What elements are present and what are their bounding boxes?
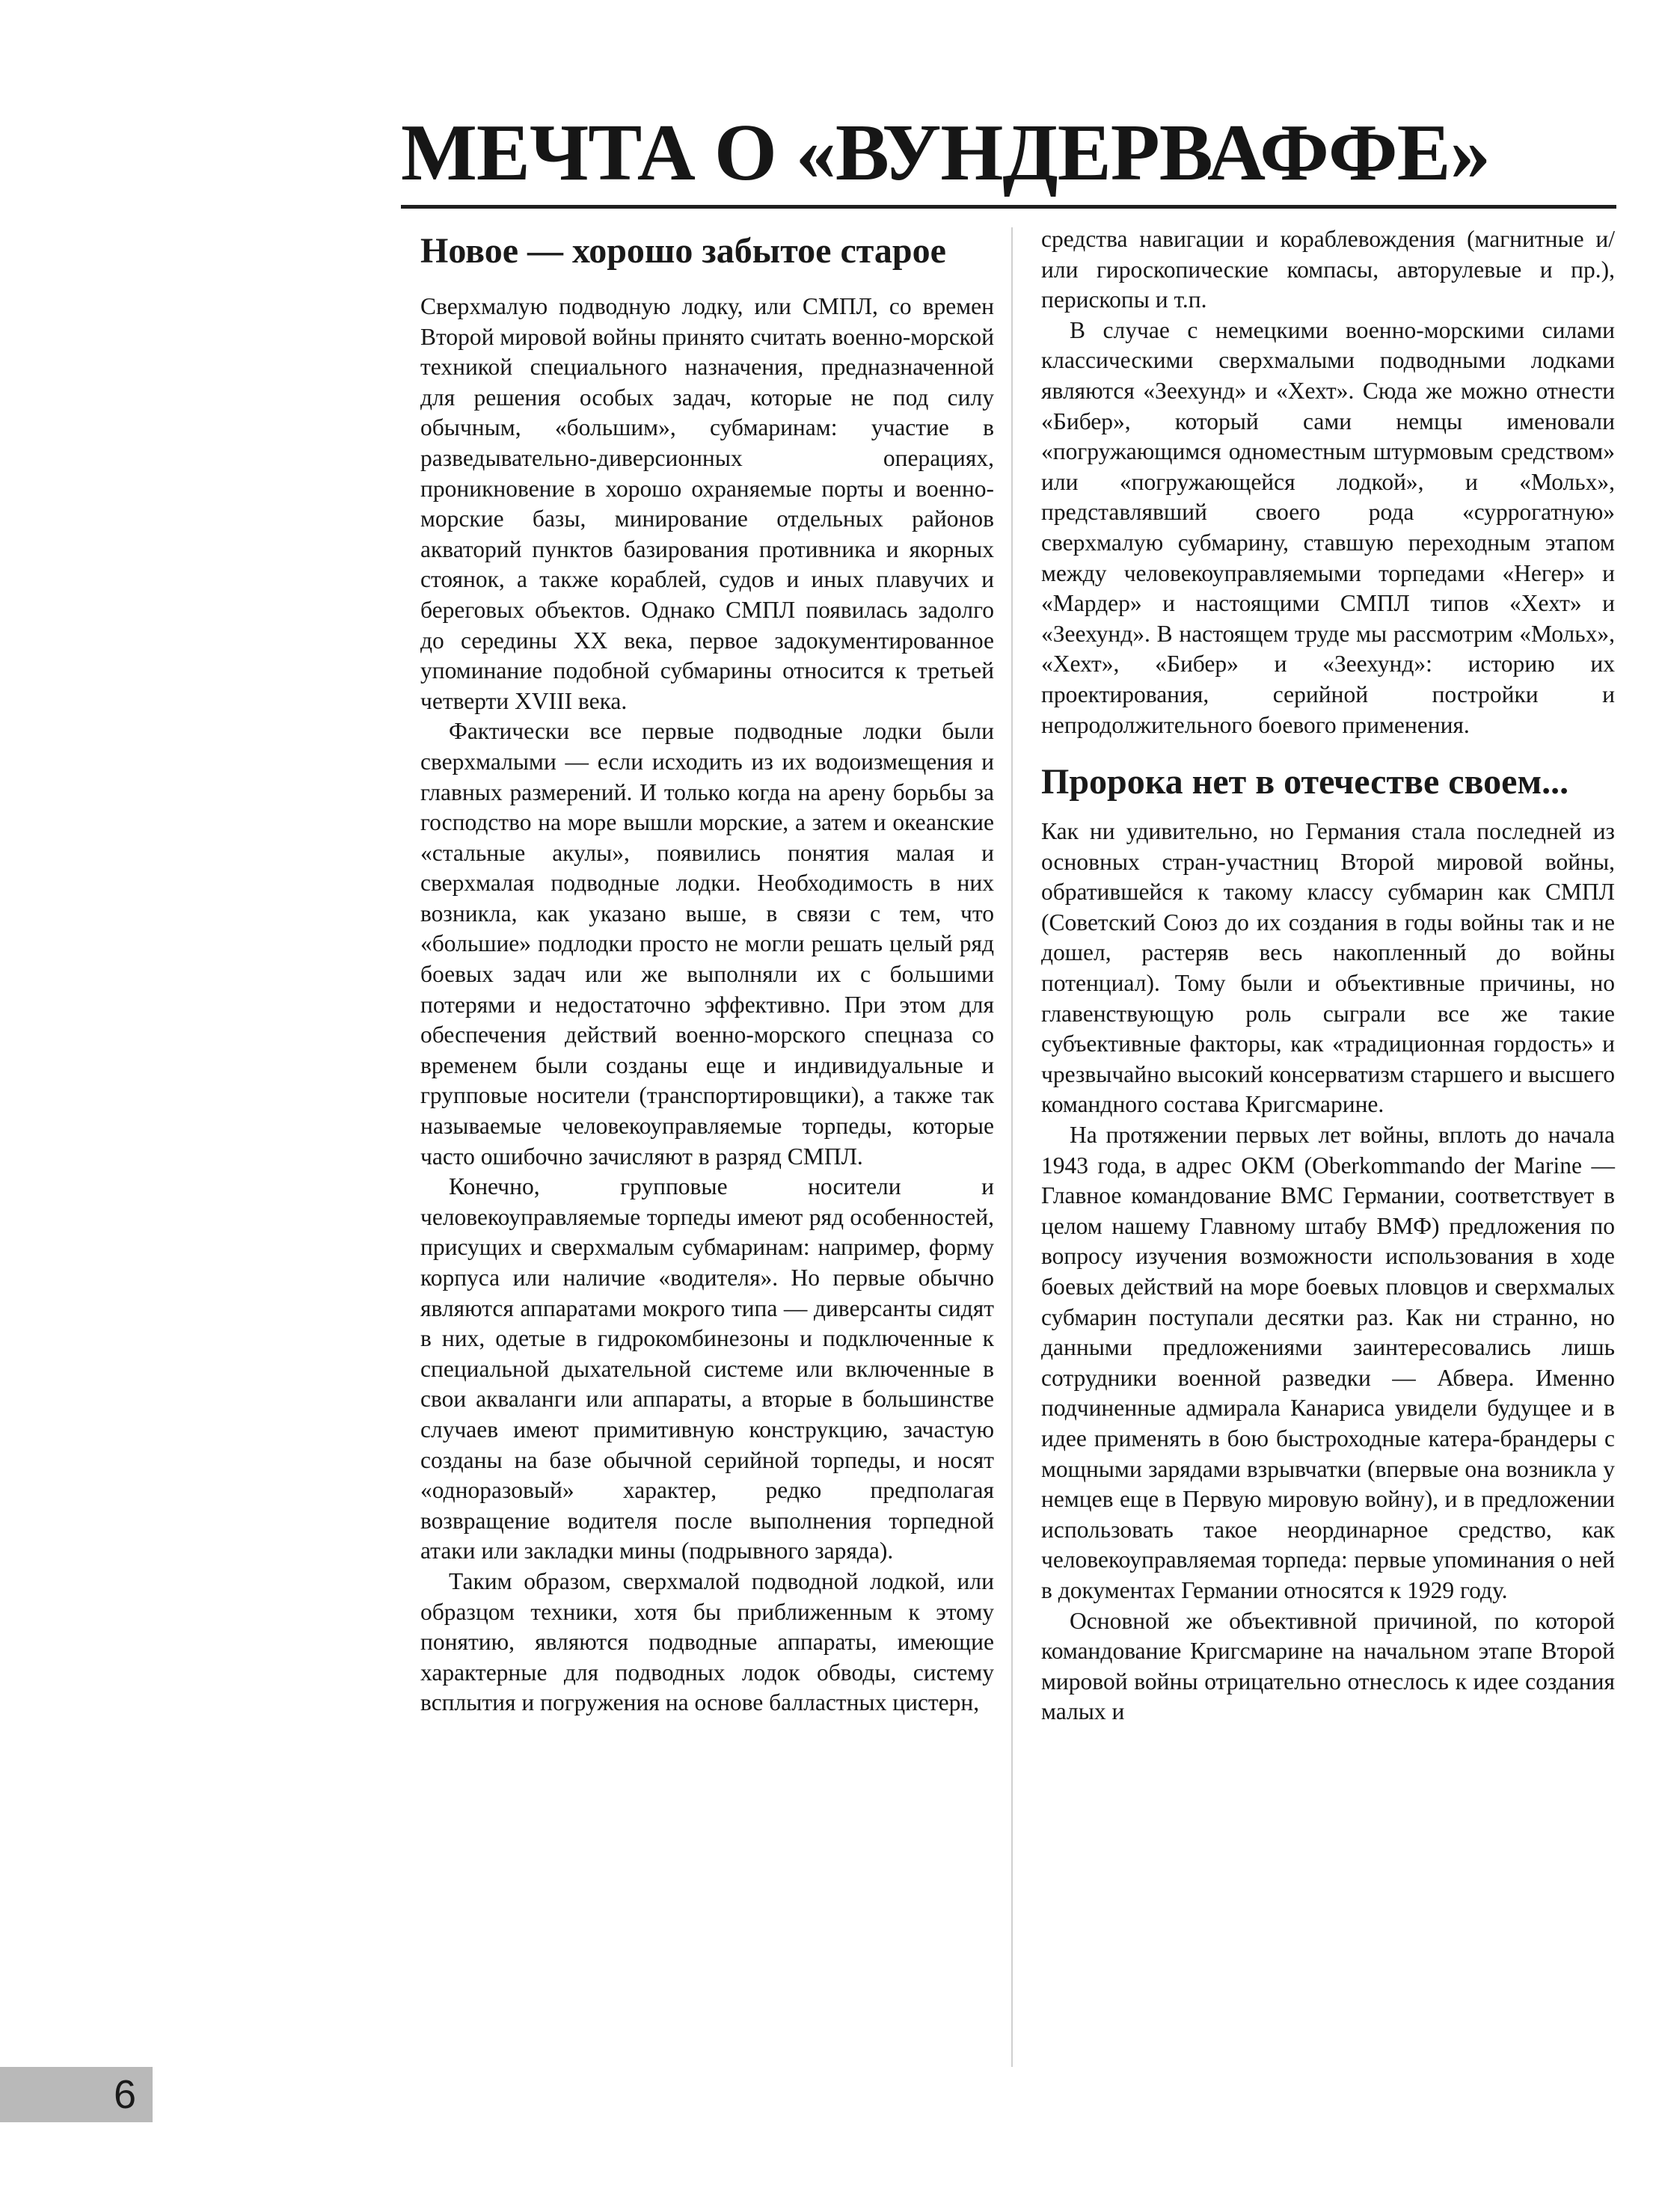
left-column xyxy=(420,224,994,1718)
paragraph: Основной же объективной причиной, по которой командование Кригсмарине на начальном этапе Второй мировой войны отрицательно отнеслось к идее создания малых и xyxy=(1041,1607,1615,1725)
right-column xyxy=(1041,224,1615,1727)
page-number: 6 xyxy=(113,2072,136,2117)
page-title: МЕЧТА О «ВУНДЕРВАФФЕ» xyxy=(401,108,1490,197)
paragraph: средства навигации и кораблевождения (магнитные и/или гироскопические компасы, авторулевые и пр.), перископы и т.п. xyxy=(1041,226,1615,313)
section-heading-new-old: Новое — хорошо забытое старое xyxy=(420,231,946,271)
paragraph: Конечно, групповые носители и человекоуправляемые торпеды имеют ряд особенностей, присущих и сверхмалым субмаринам: например, форму корпуса или наличие «водителя». Но первые обычно являются аппаратами мокрого типа — диверсанты сидят в них, одетые в гидрокомбинезоны и подключенные к специальной дыхательной системе или включенные в свои акваланги или аппараты, а вторые в большинстве случаев имеют примитивную конструкцию, зачастую созданы на базе обычной серийной торпеды, и носят «одноразовый» характер, редко предполагая возвращение водителя после выполнения торпедной атаки или закладки мины (подрывного заряда). xyxy=(420,1173,994,1564)
paragraph: Как ни удивительно, но Германия стала последней из основных стран-участниц Второй мировой войны, обратившейся к такому классу субмарин как СМПЛ (Советский Союз до их создания в годы войны так и не дошел, растеряв весь накопленный до войны потенциал). Тому были и объективные причины, но главенствующую роль сыграли все же такие субъективные факторы, как «традиционная гордость» и чрезвычайно высокий консерватизм старшего и высшего командного состава Кригсмарине. xyxy=(1041,818,1615,1118)
paragraph: В случае с немецкими военно-морскими силами классическими сверхмалыми подводными лодками являются «Зеехунд» и «Хехт». Сюда же можно отнести «Бибер», который сами немцы именовали «погружающимся одноместным штурмовым средством» или «погружающейся лодкой», и «Мольх», представлявший своего рода «суррогатную» сверхмалую субмарину, ставшую переходным этапом между человекоуправляемыми торпедами «Негер» и «Мардер» и настоящими СМПЛ типов «Хехт» и «Зеехунд». В настоящем труде мы рассмотрим «Мольх», «Хехт», «Бибер» и «Зеехунд»: историю их проектирования, серийной постройки и непродолжительного боевого применения. xyxy=(1041,316,1615,738)
paragraph: Сверхмалую подводную лодку, или СМПЛ, со времен Второй мировой войны принято считать военно-морской техникой специального назначения, предназначенной для решения особых задач, которые не под силу обычным, «большим», субмаринам: участие в разведывательно-диверсионных операциях, проникновение в хорошо охраняемые порты и военно-морские базы, минирование отдельных районов акваторий пунктов базирования противника и якорных стоянок, а также кораблей, судов и иных плавучих и береговых объектов. Однако СМПЛ появилась задолго до середины XX века, первое задокументированное упоминание подобной субмарины относится к третьей четверти XVIII века. xyxy=(420,293,994,714)
paragraph: На протяжении первых лет войны, вплоть до начала 1943 года, в адрес ОКМ (Oberkommando der Marine — Главное командование ВМС Германии, соответствует в целом нашему Главному штабу ВМФ) предложения по вопросу изучения возможности использования в ходе боевых действий на море боевых пловцов и сверхмалых субмарин поступали десятки раз. Как ни странно, но данными предложениями заинтересовались лишь сотрудники военной разведки — Абвера. Именно подчиненные адмирала Канариса увидели будущее и в идее применять в бою быстроходные катера-брандеры с мощными зарядами взрывчатки (впервые она возникла у немцев еще в Первую мировую войну), и в предложении использовать такое неординарное средство, как человекоуправляемая торпеда: первые упоминания о ней в документах Германии относятся к 1929 году. xyxy=(1041,1122,1615,1603)
column-divider xyxy=(1011,227,1013,2067)
page-number-box xyxy=(0,2067,153,2122)
title-rule xyxy=(401,205,1616,209)
paragraph: Таким образом, сверхмалой подводной лодкой, или образцом техники, хотя бы приближенным к этому понятию, являются подводные аппараты, имеющие характерные для подводных лодок обводы, систему всплытия и погружения на основе балластных цистерн, xyxy=(420,1567,994,1716)
paragraph: Фактически все первые подводные лодки были сверхмалыми — если исходить из их водоизмещения и главных размерений. И только когда на арену борьбы за господство на море вышли морские, а затем и океанские «стальные акулы», появились понятия малая и сверхмалая подводные лодки. Необходимость в них возникла, как указано выше, в связи с тем, что «большие» подлодки просто не могли решать целый ряд боевых задач или же выполняли их с большими потерями и недостаточно эффективно. При этом для обеспечения действий военно-морского спецназа со временем были созданы еще и индивидуальные и групповые носители (транспортировщики), а также так называемые человекоуправляемые торпеды, которые часто ошибочно зачисляют в разряд СМПЛ. xyxy=(420,718,994,1170)
section-heading-prophet: Пророка нет в отечестве своем... xyxy=(1041,762,1569,802)
